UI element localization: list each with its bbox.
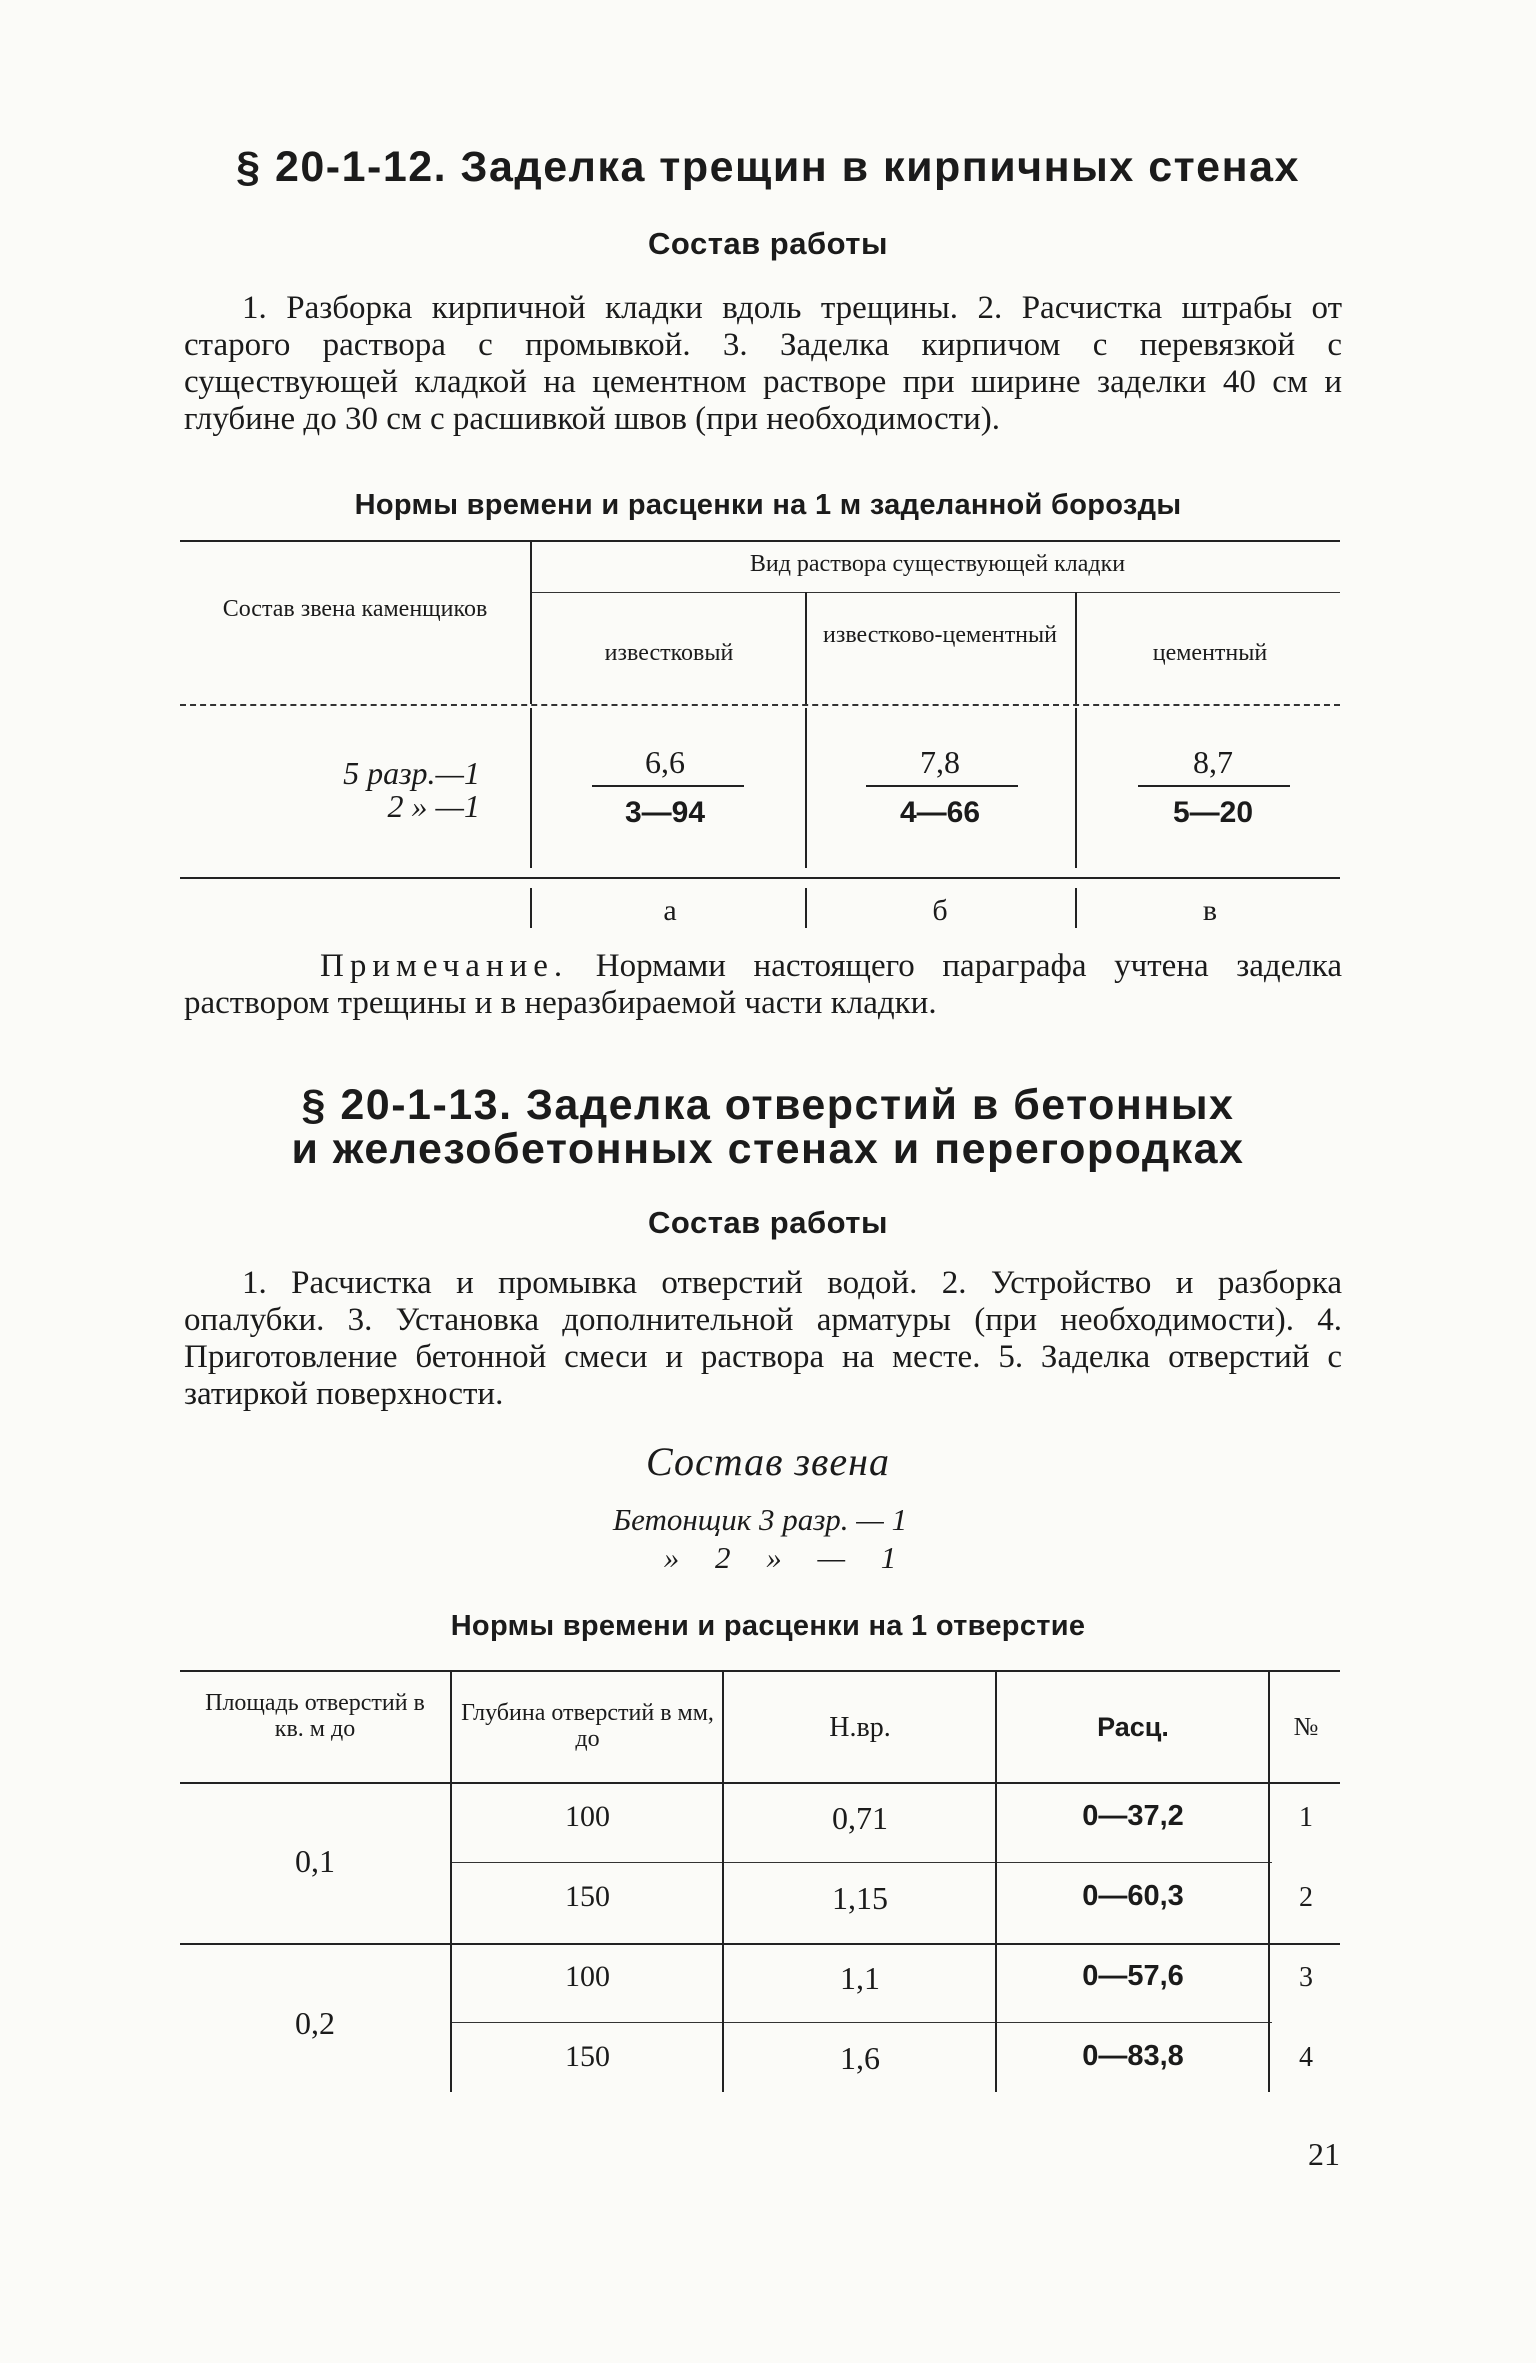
page-number: 21 (1308, 2136, 1340, 2172)
table1-letter-c: в (1202, 894, 1218, 927)
work-composition-text-1-body: 1. Разборка кирпичной кладки вдоль трещины. 2. Расчистка штрабы от старого раствора с промывкой. 3. Заделка кирпичом с перевязкой с существующей кладкой на цементном растворе при ширине заделки 40 см и глубине до 30 см с расшивкой швов (при необходимости). (184, 290, 1342, 437)
section-title-20-1-13-line-1: § 20-1-13. Заделка отверстий в бетонных (301, 1081, 1235, 1129)
table1-vline-4 (530, 708, 532, 868)
table1-col-lime: известковый (604, 640, 734, 666)
table1-fraction-line-a (592, 785, 744, 787)
table1-norm-c: 8,7 (1193, 744, 1233, 780)
table1-fraction-line-b (866, 785, 1018, 787)
table2-depth-2: 150 (565, 1880, 610, 1913)
table1-group-rule (530, 592, 1340, 593)
table1-vline-1 (530, 540, 532, 704)
table1-vline-3 (1075, 592, 1077, 704)
table1-crew-line-2: 2 » —1 (387, 788, 480, 824)
note-text: Нормами настоящего параграфа учтена заделка раствором трещины и в неразбираемой части кладки. (184, 948, 1342, 1021)
table2-rate-3: 0—57,6 (1082, 1960, 1184, 1992)
table1-norm-a: 6,6 (645, 744, 685, 780)
table2-row-rule-1 (452, 1862, 1272, 1863)
table1-vline-2 (805, 592, 807, 704)
work-composition-heading-2: Состав работы (648, 1205, 888, 1240)
table2-num-1: 1 (1299, 1802, 1313, 1833)
table2-num-2: 2 (1299, 1882, 1313, 1913)
table2-header-norm: Н.вр. (829, 1712, 891, 1743)
crew-line-1: Бетонщик 3 разр. — 1 (612, 1502, 908, 1537)
table2-norm-4: 1,6 (840, 2040, 880, 2076)
table2-header-depth: Глубина отверстий в мм, до (461, 1700, 714, 1752)
table1-group-header: Вид раствора существующей кладки (749, 551, 1126, 577)
table1-letter-b: б (932, 894, 948, 927)
table1-top-rule (180, 540, 1340, 542)
table1-note (184, 948, 1342, 1022)
table1-letter-a: а (663, 894, 677, 927)
table2-top-rule (180, 1670, 1340, 1672)
table1-header-rule (180, 704, 1340, 706)
table2-area-1: 0,1 (295, 1843, 335, 1879)
table2-header-number: № (1293, 1712, 1319, 1741)
table1-crew-header: Состав звена каменщиков (222, 596, 488, 622)
work-composition-text-2 (184, 1265, 1342, 1413)
table2-norm-2: 1,15 (832, 1880, 888, 1916)
table2-vline-1 (450, 1670, 452, 2092)
table1-vline-8 (805, 888, 807, 928)
table2-header-area: Площадь отверстий в кв. м до (205, 1690, 425, 1742)
table2-vline-2 (722, 1670, 724, 2092)
table2-depth-4: 150 (565, 2040, 610, 2073)
table2-num-4: 4 (1299, 2042, 1313, 2073)
work-composition-heading-1: Состав работы (648, 226, 888, 261)
table2-row-rule-2 (452, 2022, 1272, 2023)
table2-depth-3: 100 (565, 1960, 610, 1993)
crew-heading: Состав звена (645, 1439, 890, 1484)
table2-norm-1: 0,71 (832, 1800, 888, 1836)
work-composition-text-2-body: 1. Расчистка и промывка отверстий водой. 2. Устройство и разборка опалубки. 3. Установка дополнительной арматуры (при необходимости). 4. Приготовление бетонной смеси и раствора на месте. 5. Заделка отверстий с затиркой поверхности. (184, 1265, 1342, 1412)
table-caption-2: Нормы времени и расценки на 1 отверстие (450, 1610, 1086, 1642)
table1-norm-b: 7,8 (920, 744, 960, 780)
table2-num-3: 3 (1299, 1962, 1313, 1993)
table2-norm-3: 1,1 (840, 1960, 880, 1996)
table1-rate-c: 5—20 (1172, 796, 1254, 829)
table1-rate-b: 4—66 (899, 796, 981, 829)
table2-header-rule (180, 1782, 1340, 1784)
work-composition-text-1 (184, 290, 1342, 438)
table2-header-rate: Расц. (1097, 1712, 1169, 1742)
crew-line-2: » 2 » — 1 (663, 1540, 897, 1575)
table2-area-2: 0,2 (295, 2005, 335, 2041)
section-title-20-1-12: § 20-1-12. Заделка трещин в кирпичных стенах (236, 143, 1300, 191)
table2-depth-1: 100 (565, 1800, 610, 1833)
table1-crew-line-1: 5 разр.—1 (343, 755, 480, 791)
table1-vline-6 (1075, 708, 1077, 868)
table1-fraction-line-c (1138, 785, 1290, 787)
note-label: Примечание. (320, 948, 569, 984)
section-title-20-1-13-line-2: и железобетонных стенах и перегородках (291, 1125, 1245, 1173)
table1-col-cement: цементный (1152, 640, 1268, 666)
table1-vline-9 (1075, 888, 1077, 928)
table1-vline-7 (530, 888, 532, 928)
table2-vline-3 (995, 1670, 997, 2092)
table-caption-1: Нормы времени и расценки на 1 м заделанной борозды (354, 489, 1182, 521)
table2-vline-4 (1268, 1670, 1270, 2092)
table1-rate-a: 3—94 (624, 796, 706, 829)
table2-rate-4: 0—83,8 (1082, 2040, 1184, 2072)
table1-bottom-rule (180, 877, 1340, 879)
table2-rate-1: 0—37,2 (1082, 1800, 1184, 1832)
table2-group-rule (180, 1943, 1340, 1945)
table1-col-lime-cement: известково-цементный (823, 622, 1057, 648)
table2-rate-2: 0—60,3 (1082, 1880, 1184, 1912)
table1-vline-5 (805, 708, 807, 868)
